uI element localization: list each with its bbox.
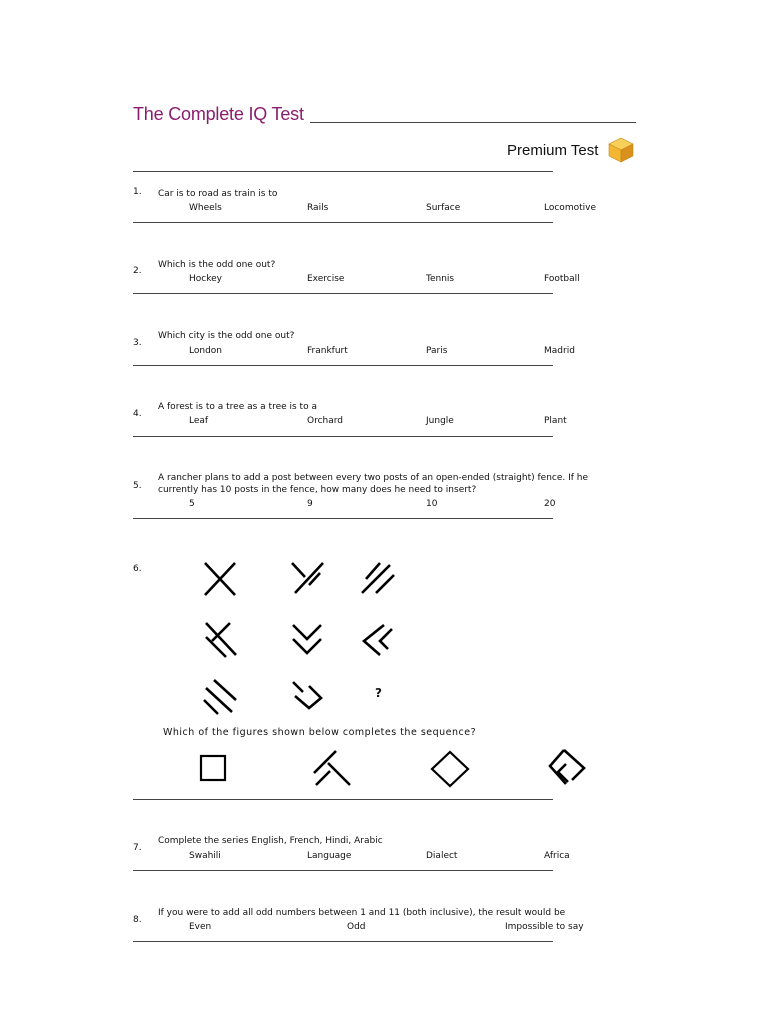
question-text: Which city is the odd one out? bbox=[158, 331, 295, 341]
cube-icon bbox=[608, 137, 634, 163]
question-divider bbox=[133, 870, 553, 871]
question-number: 7. bbox=[133, 843, 142, 853]
option-d: Locomotive bbox=[544, 203, 596, 213]
option-k-slash bbox=[310, 747, 354, 789]
option-c: Jungle bbox=[426, 416, 454, 426]
option-d: Africa bbox=[544, 851, 570, 861]
header-rule bbox=[133, 171, 553, 172]
question-divider bbox=[133, 799, 553, 800]
figure-corner-arrow bbox=[358, 619, 398, 659]
option-c: Surface bbox=[426, 203, 461, 213]
question-text: Which is the odd one out? bbox=[158, 260, 276, 270]
option-a: Leaf bbox=[189, 416, 209, 426]
figure-double-slash bbox=[358, 559, 398, 599]
question-text-line-2: currently has 10 posts in the fence, how many does he need to insert? bbox=[158, 485, 477, 495]
option-b: 9 bbox=[307, 499, 313, 509]
option-c: Impossible to say bbox=[505, 922, 584, 932]
option-d: Plant bbox=[544, 416, 567, 426]
question-number: 8. bbox=[133, 915, 142, 925]
question-divider bbox=[133, 941, 553, 942]
question-number: 5. bbox=[133, 481, 142, 491]
option-c: Paris bbox=[426, 346, 448, 356]
question-text: If you were to add all odd numbers between 1 and 11 (both inclusive), the result would be bbox=[158, 908, 566, 918]
option-d: 20 bbox=[544, 499, 556, 509]
question-divider bbox=[133, 518, 553, 519]
question-divider bbox=[133, 436, 553, 437]
question-divider bbox=[133, 293, 553, 294]
question-text: A forest is to a tree as a tree is to a bbox=[158, 402, 317, 412]
option-a: Hockey bbox=[189, 274, 222, 284]
page-title: The Complete IQ Test bbox=[133, 104, 304, 124]
option-diamond bbox=[428, 748, 472, 790]
option-square bbox=[195, 750, 231, 786]
question-divider bbox=[133, 365, 553, 366]
option-nested-chevron bbox=[546, 746, 590, 790]
figure-x-split-one bbox=[287, 559, 327, 599]
option-b: Language bbox=[307, 851, 352, 861]
option-a: Swahili bbox=[189, 851, 221, 861]
option-a: Wheels bbox=[189, 203, 222, 213]
question-text: Complete the series English, French, Hindi, Arabic bbox=[158, 836, 383, 846]
premium-badge-label: Premium Test bbox=[507, 142, 599, 159]
option-c: 10 bbox=[426, 499, 438, 509]
question-text-line-1: A rancher plans to add a post between every two posts of an open-ended (straight) fence. If he bbox=[158, 473, 589, 483]
option-d: Football bbox=[544, 274, 580, 284]
question-divider bbox=[133, 222, 553, 223]
figure-triple-backslash bbox=[200, 676, 240, 716]
question-number: 2. bbox=[133, 266, 142, 276]
option-c: Tennis bbox=[426, 274, 455, 284]
missing-figure-marker: ? bbox=[375, 686, 382, 700]
question-number: 6. bbox=[133, 564, 142, 574]
option-a: Even bbox=[189, 922, 212, 932]
question-number: 1. bbox=[133, 187, 142, 197]
question-number: 4. bbox=[133, 409, 142, 419]
figure-double-chevron bbox=[287, 619, 327, 659]
option-b: Orchard bbox=[307, 416, 344, 426]
figure-x-cross bbox=[200, 559, 240, 599]
option-b: Odd bbox=[347, 922, 366, 932]
option-b: Rails bbox=[307, 203, 329, 213]
question-text: Which of the figures shown below completes the sequence? bbox=[163, 727, 477, 738]
option-c: Dialect bbox=[426, 851, 458, 861]
option-b: Frankfurt bbox=[307, 346, 348, 356]
question-text: Car is to road as train is to bbox=[158, 189, 278, 199]
option-d: Madrid bbox=[544, 346, 575, 356]
question-number: 3. bbox=[133, 338, 142, 348]
option-a: 5 bbox=[189, 499, 195, 509]
option-a: London bbox=[189, 346, 222, 356]
figure-chevron-slash bbox=[287, 676, 327, 716]
option-b: Exercise bbox=[307, 274, 345, 284]
title-rule bbox=[310, 122, 636, 123]
figure-k-shape bbox=[200, 619, 240, 659]
